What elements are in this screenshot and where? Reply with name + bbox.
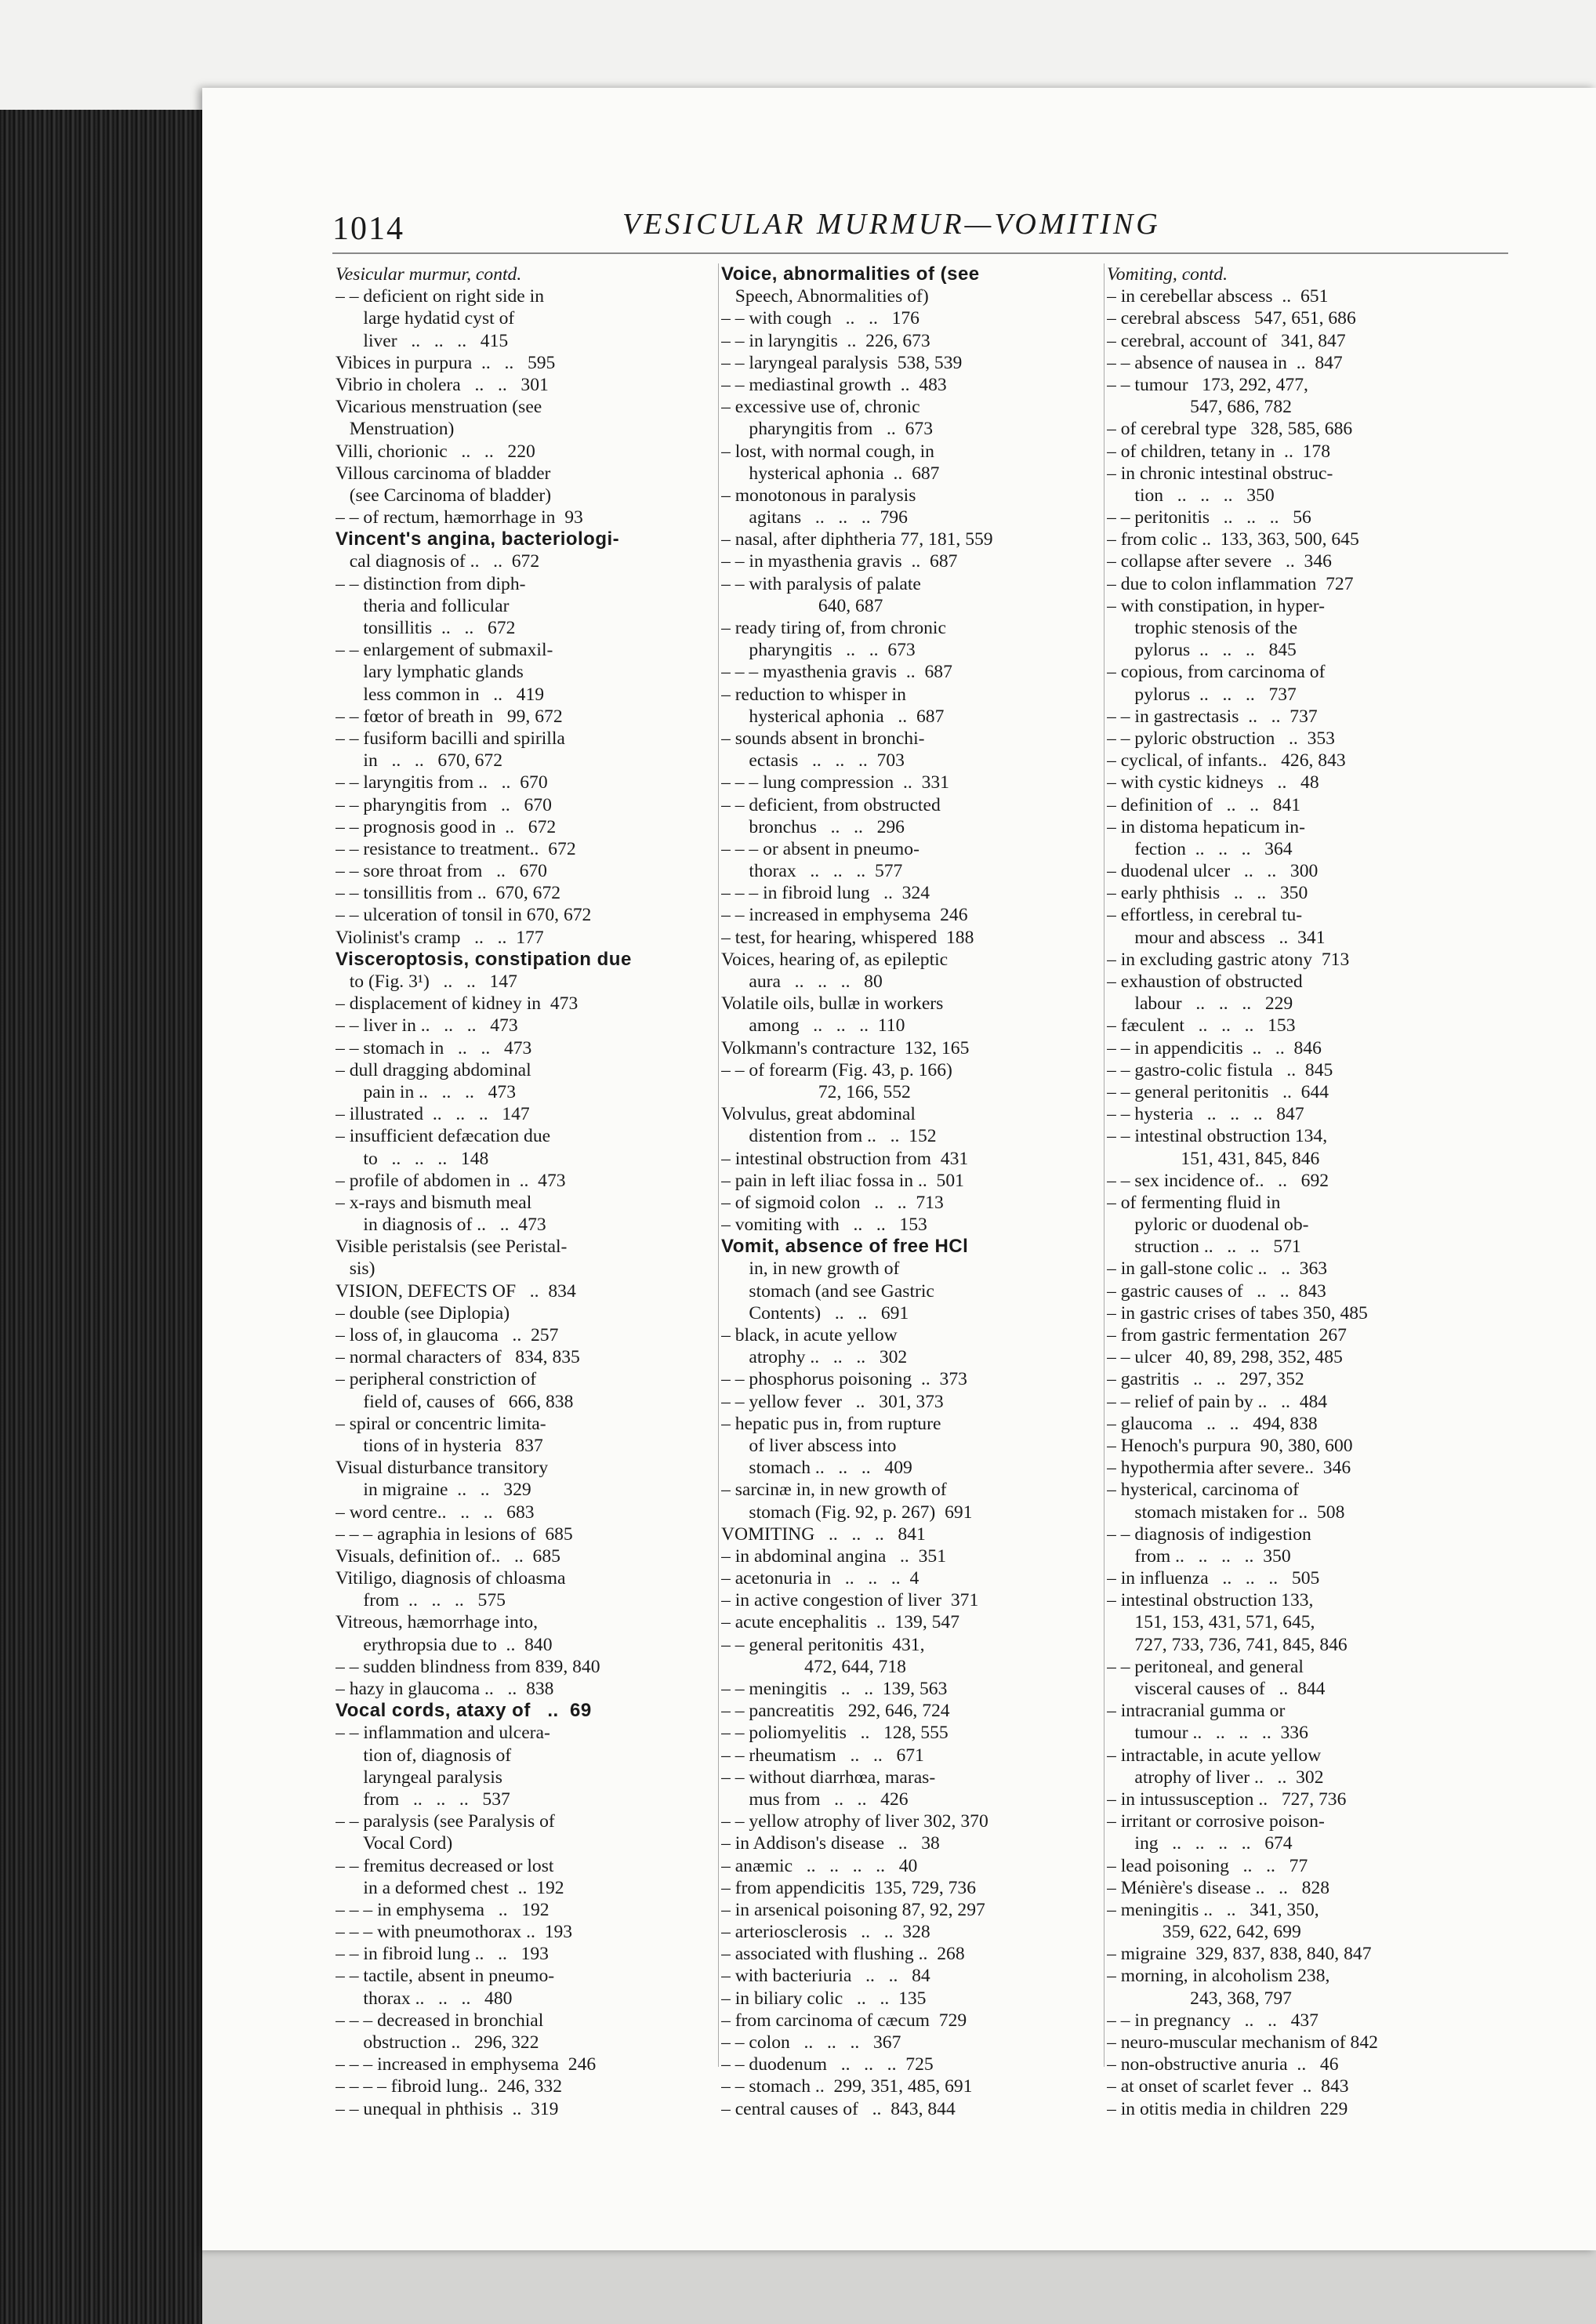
index-entry-line: – at onset of scarlet fever .. 843 [1107,2076,1349,2097]
index-entry-line: stomach mistaken for .. 508 [1107,1502,1345,1523]
index-entry-line: – insufficient defæcation due [336,1126,551,1147]
index-entry-line: – – – with pneumothorax .. 193 [336,1922,573,1943]
index-entry-line: in migraine .. .. 329 [336,1480,531,1501]
index-entry-line: – – with cough .. .. 176 [721,308,920,329]
index-entry-line: – hepatic pus in, from rupture [721,1413,941,1434]
index-entry-line: – from gastric fermentation 267 [1107,1325,1347,1345]
index-entry-line: – pain in left iliac fossa in .. 501 [721,1170,964,1191]
index-entry-line: Visuals, definition of.. .. 685 [336,1545,560,1567]
index-entry-line: – in biliary colic .. .. 135 [721,1988,927,2009]
index-entry-line: – morning, in alcoholism 238, [1107,1966,1330,1987]
index-entry-line: – in otitis media in children 229 [1107,2098,1348,2119]
index-entry-line: – – laryngeal paralysis 538, 539 [721,352,963,373]
index-entry-line: – in influenza .. .. .. 505 [1107,1568,1320,1589]
index-entry-line: – – ulceration of tonsil in 670, 672 [336,905,592,926]
index-entry-line: – – colon .. .. .. 367 [721,2032,901,2053]
index-entry-line: lary lymphatic glands [336,662,524,683]
index-entry-line: pain in .. .. .. 473 [336,1081,517,1102]
index-entry-line: – gastritis .. .. 297, 352 [1107,1369,1304,1390]
index-entry-line: 547, 686, 782 [1107,397,1292,418]
index-entry-line: large hydatid cyst of [336,308,515,329]
index-entry-line: labour .. .. .. 229 [1107,993,1293,1015]
index-entry-line: 72, 166, 552 [721,1081,911,1102]
index-entry-line: – – peritoneal, and general [1107,1656,1304,1677]
index-entry-line: mour and abscess .. 341 [1107,927,1326,948]
index-entry-line: – – – lung compression .. 331 [721,772,949,793]
index-entry-line: visceral causes of .. 844 [1107,1679,1326,1699]
index-entry-line: 151, 431, 845, 846 [1107,1148,1320,1169]
index-entry-line: less common in .. 419 [336,684,545,705]
index-entry-line: – – – increased in emphysema 246 [336,2054,597,2075]
index-entry-line: – – relief of pain by .. .. 484 [1107,1391,1328,1412]
index-entry-line: – lost, with normal cough, in [721,441,934,462]
index-column-1 [336,263,732,2120]
index-entry-line: Voices, hearing of, as epileptic [721,949,949,970]
index-entry-line: – Henoch's purpura 90, 380, 600 [1107,1435,1353,1456]
index-entry-line: Villous carcinoma of bladder [336,463,551,484]
index-entry-line: tumour .. .. .. .. 336 [1107,1723,1308,1744]
index-entry-line: – neuro-muscular mechanism of 842 [1107,2032,1378,2053]
index-entry-line: – – stomach .. 299, 351, 485, 691 [721,2076,973,2097]
index-entry-line: from .. .. .. 575 [336,1590,506,1611]
index-entry-line: – in chronic intestinal obstruc- [1107,463,1333,484]
index-entry-line: Volvulus, great abdominal [721,1104,916,1125]
index-entry-line: – – yellow atrophy of liver 302, 370 [721,1811,988,1832]
index-entry-line: – – resistance to treatment.. 672 [336,838,576,859]
index-entry-line: – in intussusception .. 727, 736 [1107,1788,1347,1810]
index-entry-line: – Ménière's disease .. .. 828 [1107,1877,1330,1898]
index-entry-line: – sounds absent in bronchi- [721,728,925,749]
index-entry-line: Vibices in purpura .. .. 595 [336,352,556,373]
index-entry-line: – hysterical, carcinoma of [1107,1480,1300,1501]
index-entry-line: – – duodenum .. .. .. 725 [721,2054,934,2075]
index-entry-line: stomach (Fig. 92, p. 267) 691 [721,1502,973,1523]
index-entry-line: Volatile oils, bullæ in workers [721,993,944,1015]
index-entry-line: 359, 622, 642, 699 [1107,1922,1301,1943]
index-entry-line: mus from .. .. 426 [721,1788,909,1810]
index-entry-line: – collapse after severe .. 346 [1107,551,1332,572]
index-entry-line: – from colic .. 133, 363, 500, 645 [1107,529,1359,550]
index-entry-line: ing .. .. .. .. 674 [1107,1833,1293,1854]
index-entry-line: Volkmann's contracture 132, 165 [721,1037,970,1059]
index-entry-line: – – distinction from diph- [336,573,526,594]
index-entry-line: – – fusiform bacilli and spirilla [336,728,565,749]
index-entry-line: of liver abscess into [721,1435,897,1456]
index-entry-line: – – ulcer 40, 89, 298, 352, 485 [1107,1347,1343,1368]
index-entry-line: – illustrated .. .. .. 147 [336,1104,530,1125]
index-entry-line: VOMITING .. .. .. 841 [721,1523,926,1545]
index-entry-line: – cerebral, account of 341, 847 [1107,330,1346,351]
index-entry-line: bronchus .. .. 296 [721,816,905,837]
index-entry-line: – nasal, after diphtheria 77, 181, 559 [721,529,993,550]
index-entry-line: – – unequal in phthisis .. 319 [336,2098,559,2119]
index-entry-line: – exhaustion of obstructed [1107,971,1303,992]
index-entry-line: in a deformed chest .. 192 [336,1877,564,1898]
index-entry-line: Vomit, absence of free HCl [721,1236,969,1258]
index-entry-line: – in cerebellar abscess .. 651 [1107,286,1329,307]
index-entry-line: – duodenal ulcer .. .. 300 [1107,861,1319,882]
index-entry-line: – – tumour 173, 292, 477, [1107,374,1308,395]
index-entry-line: – effortless, in cerebral tu- [1107,905,1303,926]
index-entry-line: Contents) .. .. 691 [721,1302,909,1324]
index-entry-line: – excessive use of, chronic [721,397,920,418]
book-edge [0,110,205,2324]
page-shadow [202,2250,1596,2324]
index-entry-line: – definition of .. .. 841 [1107,794,1301,815]
index-entry-line: – – sex incidence of.. .. 692 [1107,1170,1329,1191]
index-entry-line: struction .. .. .. 571 [1107,1236,1301,1258]
index-entry-line: – normal characters of 834, 835 [336,1347,580,1368]
index-entry-line: – – general peritonitis 431, [721,1634,925,1655]
page-number: 1014 [332,211,404,247]
index-entry-line: – – laryngitis from .. .. 670 [336,772,548,793]
index-entry-line: – glaucoma .. .. 494, 838 [1107,1413,1318,1434]
index-entry-line: – – – agraphia in lesions of 685 [336,1523,573,1545]
index-entry-line: stomach .. .. .. 409 [721,1458,912,1479]
index-entry-line: Visual disturbance transitory [336,1458,549,1479]
index-entry-line: – in arsenical poisoning 87, 92, 297 [721,1899,985,1920]
index-entry-line: aura .. .. .. 80 [721,971,883,992]
index-entry-line: 472, 644, 718 [721,1656,906,1677]
index-entry-line: 151, 153, 431, 571, 645, [1107,1612,1315,1633]
index-entry-line: pylorus .. .. .. 845 [1107,640,1297,661]
index-entry-line: Violinist's cramp .. .. 177 [336,927,544,948]
index-entry-line: – – general peritonitis .. 644 [1107,1081,1329,1102]
index-entry-line: in .. .. 670, 672 [336,750,503,772]
index-entry-line: – – of rectum, hæmorrhage in 93 [336,507,583,528]
index-entry-line: – monotonous in paralysis [721,485,916,506]
index-entry-line: – test, for hearing, whispered 188 [721,927,974,948]
index-entry-line: – vomiting with .. .. 153 [721,1215,927,1236]
index-entry-line: among .. .. .. 110 [721,1015,905,1037]
index-entry-line: – – without diarrhœa, maras- [721,1767,936,1788]
index-entry-line: – lead poisoning .. .. 77 [1107,1855,1308,1876]
index-entry-line: – word centre.. .. .. 683 [336,1502,535,1523]
index-entry-line: sis) [336,1258,375,1280]
index-entry-line: – – liver in .. .. .. 473 [336,1015,518,1037]
index-entry-line: – central causes of .. 843, 844 [721,2098,956,2119]
index-entry-line: 727, 733, 736, 741, 845, 846 [1107,1634,1348,1655]
index-entry-line: (see Carcinoma of bladder) [336,485,552,506]
index-entry-line: – intestinal obstruction from 431 [721,1148,969,1169]
index-entry-line: – early phthisis .. .. 350 [1107,883,1308,904]
index-entry-line: – – hysteria .. .. .. 847 [1107,1104,1304,1125]
index-entry-line: stomach (and see Gastric [721,1280,934,1302]
index-entry-line: atrophy of liver .. .. 302 [1107,1767,1324,1788]
index-entry-line: – – meningitis .. .. 139, 563 [721,1679,948,1699]
index-entry-line: – – tonsillitis from .. 670, 672 [336,883,561,904]
index-entry-line: Vocal cords, ataxy of .. 69 [336,1700,592,1722]
index-entry-line: – non-obstructive anuria .. 46 [1107,2054,1339,2075]
index-entry-line: – – in pregnancy .. .. 437 [1107,2010,1319,2031]
index-entry-line: – dull dragging abdominal [336,1059,531,1080]
index-entry-line: distention from .. .. 152 [721,1126,937,1147]
index-entry-line: – in active congestion of liver 371 [721,1590,979,1611]
index-entry-line: trophic stenosis of the [1107,618,1298,638]
index-entry-line: – – deficient, from obstructed [721,794,941,815]
index-entry-line: – x-rays and bismuth meal [336,1192,532,1213]
index-entry-line: tions of in hysteria 837 [336,1435,543,1456]
index-entry-line: pylorus .. .. .. 737 [1107,684,1297,705]
index-entry-line: Vocal Cord) [336,1833,453,1854]
index-entry-line: Visceroptosis, constipation due [336,948,632,970]
index-entry-line: to (Fig. 3¹) .. .. 147 [336,971,517,992]
index-entry-line: – – tactile, absent in pneumo- [336,1966,555,1987]
index-entry-line: – cerebral abscess 547, 651, 686 [1107,308,1356,329]
index-entry-line: – – stomach in .. .. 473 [336,1037,532,1059]
index-entry-line: – – sore throat from .. 670 [336,861,547,882]
index-entry-line: – – – – fibroid lung.. 246, 332 [336,2076,563,2097]
index-entry-line: – – sudden blindness from 839, 840 [336,1656,600,1677]
index-entry-line: tonsillitis .. .. 672 [336,618,516,638]
index-entry-line: Vitreous, hæmorrhage into, [336,1612,539,1633]
index-entry-line: pharyngitis .. .. 673 [721,640,916,661]
index-entry-line: – – in fibroid lung .. .. 193 [336,1944,549,1965]
index-entry-line: – cyclical, of infants.. 426, 843 [1107,750,1346,772]
index-entry-line: – – prognosis good in .. 672 [336,816,557,837]
index-entry-line: – intestinal obstruction 133, [1107,1590,1314,1611]
index-entry-line: – loss of, in glaucoma .. 257 [336,1325,559,1345]
index-column-2 [721,263,1118,2120]
index-entry-line: erythropsia due to .. 840 [336,1634,553,1655]
index-entry-line: 640, 687 [721,595,883,616]
index-entry-line: – – – myasthenia gravis .. 687 [721,662,952,683]
index-entry-line: Visible peristalsis (see Peristal- [336,1236,568,1258]
index-entry-line: – – in myasthenia gravis .. 687 [721,551,958,572]
index-entry-line: – – – in emphysema .. 192 [336,1899,550,1920]
index-entry-line: Vomiting, contd. [1107,264,1228,285]
running-title: VESICULAR MURMUR—VOMITING [622,208,1161,241]
index-entry-line: – – increased in emphysema 246 [721,905,968,926]
index-entry-line: – meningitis .. .. 341, 350, [1107,1899,1319,1920]
index-entry-line: – – phosphorus poisoning .. 373 [721,1369,967,1390]
index-entry-line: – fæculent .. .. .. 153 [1107,1015,1296,1037]
index-entry-line: – – in appendicitis .. .. 846 [1107,1037,1322,1059]
index-entry-line: – – enlargement of submaxil- [336,640,553,661]
index-entry-line: thorax .. .. .. 577 [721,861,903,882]
index-entry-line: – – mediastinal growth .. 483 [721,374,947,395]
index-entry-line: – – poliomyelitis .. 128, 555 [721,1723,949,1744]
index-entry-line: Menstruation) [336,419,455,440]
index-entry-line: – due to colon inflammation 727 [1107,573,1354,594]
index-entry-line: – – – or absent in pneumo- [721,838,920,859]
index-entry-line: Vicarious menstruation (see [336,397,542,418]
index-entry-line: – migraine 329, 837, 838, 840, 847 [1107,1944,1372,1965]
index-entry-line: – in excluding gastric atony 713 [1107,949,1350,970]
index-entry-line: – gastric causes of .. .. 843 [1107,1280,1326,1302]
index-entry-line: agitans .. .. .. 796 [721,507,908,528]
index-entry-line: – arteriosclerosis .. .. 328 [721,1922,930,1943]
index-entry-line: Vesicular murmur, contd. [336,264,522,285]
index-entry-line: – spiral or concentric limita- [336,1413,546,1434]
index-entry-line: Vibrio in cholera .. .. 301 [336,374,549,395]
index-entry-line: – – deficient on right side in [336,286,545,307]
index-entry-line: – hazy in glaucoma .. .. 838 [336,1679,554,1699]
index-entry-line: – intractable, in acute yellow [1107,1745,1322,1766]
index-entry-line: – copious, from carcinoma of [1107,662,1326,683]
index-entry-line: – acute encephalitis .. 139, 547 [721,1612,960,1633]
index-entry-line: – peripheral constriction of [336,1369,537,1390]
page-header [332,202,1508,249]
index-entry-line: – – diagnosis of indigestion [1107,1523,1311,1545]
index-entry-line: theria and follicular [336,595,510,616]
index-entry-line: – in gall-stone colic .. .. 363 [1107,1258,1328,1280]
index-entry-line: – from appendicitis 135, 729, 736 [721,1877,977,1898]
index-entry-line: – – paralysis (see Paralysis of [336,1811,555,1832]
index-entry-line: Voice, abnormalities of (see [721,263,980,285]
index-entry-line: VISION, DEFECTS OF .. 834 [336,1280,576,1302]
index-entry-line: – of sigmoid colon .. .. 713 [721,1192,944,1213]
index-entry-line: laryngeal paralysis [336,1767,502,1788]
index-entry-line: – intracranial gumma or [1107,1701,1286,1722]
index-entry-line: – – in gastrectasis .. .. 737 [1107,706,1318,727]
header-rule [332,252,1508,254]
index-entry-line: ectasis .. .. .. 703 [721,750,905,772]
index-entry-line: – in gastric crises of tabes 350, 485 [1107,1302,1368,1324]
index-entry-line: – of children, tetany in .. 178 [1107,441,1331,462]
index-entry-line: – from carcinoma of cæcum 729 [721,2010,967,2031]
index-entry-line: hysterical aphonia .. 687 [721,463,940,484]
index-entry-line: in diagnosis of .. .. 473 [336,1215,546,1236]
index-entry-line: from .. .. .. .. 350 [1107,1545,1291,1567]
index-entry-line: – – in laryngitis .. 226, 673 [721,330,930,351]
index-entry-line: – double (see Diplopia) [336,1302,510,1324]
index-entry-line: – – pharyngitis from .. 670 [336,794,552,815]
index-entry-line: atrophy .. .. .. 302 [721,1347,908,1368]
index-entry-line: – in distoma hepaticum in- [1107,816,1305,837]
index-entry-line: to .. .. .. 148 [336,1148,489,1169]
index-entry-line: – – absence of nausea in .. 847 [1107,352,1343,373]
index-entry-line: – ready tiring of, from chronic [721,618,946,638]
index-entry-line: – – fremitus decreased or lost [336,1855,554,1876]
index-entry-line: obstruction .. 296, 322 [336,2032,539,2053]
index-entry-line: – – intestinal obstruction 134, [1107,1126,1328,1147]
index-entry-line: – hypothermia after severe.. 346 [1107,1458,1351,1479]
index-entry-line: in, in new growth of [721,1258,900,1280]
index-entry-line: fection .. .. .. 364 [1107,838,1293,859]
index-entry-line: – black, in acute yellow [721,1325,898,1345]
index-entry-line: – in abdominal angina .. 351 [721,1545,947,1567]
index-entry-line: – – rheumatism .. .. 671 [721,1745,924,1766]
index-entry-line: cal diagnosis of .. .. 672 [336,551,540,572]
index-entry-line: – – of forearm (Fig. 43, p. 166) [721,1059,952,1080]
index-entry-line: – associated with flushing .. 268 [721,1944,965,1965]
index-entry-line: – – fœtor of breath in 99, 672 [336,706,563,727]
index-entry-line: 243, 368, 797 [1107,1988,1292,2009]
index-entry-line: – irritant or corrosive poison- [1107,1811,1325,1832]
index-entry-line: – displacement of kidney in 473 [336,993,579,1015]
index-entry-line: – with constipation, in hyper- [1107,595,1326,616]
index-entry-line: – reduction to whisper in [721,684,906,705]
index-entry-line: – – – in fibroid lung .. 324 [721,883,930,904]
index-entry-line: – acetonuria in .. .. .. 4 [721,1568,920,1589]
index-entry-line: pharyngitis from .. 673 [721,419,933,440]
index-entry-line: tion .. .. .. 350 [1107,485,1275,506]
index-entry-line: Vitiligo, diagnosis of chloasma [336,1568,566,1589]
index-entry-line: Speech, Abnormalities of) [721,286,929,307]
index-entry-line: hysterical aphonia .. 687 [721,706,945,727]
index-entry-line: – – yellow fever .. 301, 373 [721,1391,944,1412]
index-entry-line: – – inflammation and ulcera- [336,1723,550,1744]
index-entry-line: tion of, diagnosis of [336,1745,512,1766]
index-entry-line: – of fermenting fluid in [1107,1192,1281,1213]
index-entry-line: – anæmic .. .. .. .. 40 [721,1855,918,1876]
index-entry-line: from .. .. .. 537 [336,1788,510,1810]
index-entry-line: – with cystic kidneys .. 48 [1107,772,1319,793]
index-column-3 [1107,263,1504,2120]
index-entry-line: thorax .. .. .. 480 [336,1988,513,2009]
index-entry-line: – profile of abdomen in .. 473 [336,1170,566,1191]
index-entry-line: – sarcinæ in, in new growth of [721,1480,947,1501]
index-entry-line: – – pancreatitis 292, 646, 724 [721,1701,950,1722]
index-entry-line: – – peritonitis .. .. .. 56 [1107,507,1311,528]
index-entry-line: Vincent's angina, bacteriologi- [336,528,620,550]
index-entry-line: Villi, chorionic .. .. 220 [336,441,535,462]
index-entry-line: – – gastro-colic fistula .. 845 [1107,1059,1333,1080]
index-entry-line: – of cerebral type 328, 585, 686 [1107,419,1353,440]
index-entry-line: – – with paralysis of palate [721,573,921,594]
index-entry-line: – in Addison's disease .. 38 [721,1833,940,1854]
index-entry-line: – with bacteriuria .. .. 84 [721,1966,930,1987]
index-entry-line: field of, causes of 666, 838 [336,1391,574,1412]
index-entry-line: – – – decreased in bronchial [336,2010,544,2031]
index-entry-line: liver .. .. .. 415 [336,330,509,351]
index-entry-line: – – pyloric obstruction .. 353 [1107,728,1335,749]
index-entry-line: pyloric or duodenal ob- [1107,1215,1309,1236]
